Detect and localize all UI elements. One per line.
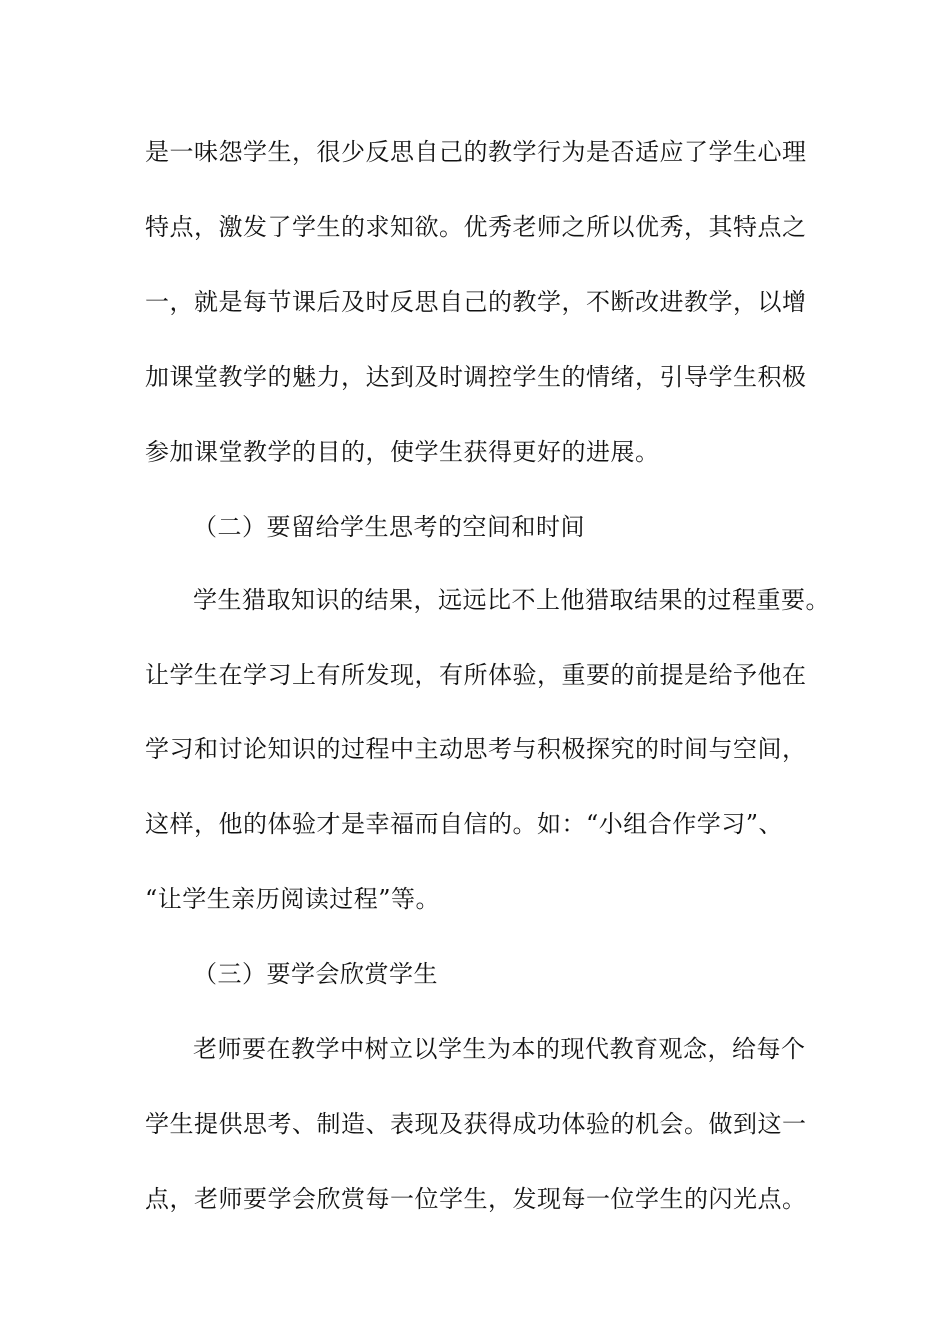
paragraph-line: 学生提供思考、制造、表现及获得成功体验的机会。做到这一 <box>145 1110 807 1138</box>
paragraph-line: 这样，他的体验才是幸福而自信的。如：“小组合作学习”、 <box>145 810 784 838</box>
paragraph-line: 特点，激发了学生的求知欲。优秀老师之所以优秀，其特点之 <box>145 213 807 241</box>
paragraph-line: 是一味怨学生，很少反思自己的教学行为是否适应了学生心理 <box>145 138 807 166</box>
paragraph-line: 老师要在教学中树立以学生为本的现代教育观念，给每个 <box>193 1035 806 1063</box>
paragraph-line: 加课堂教学的魅力，达到及时调控学生的情绪，引导学生积极 <box>145 363 807 391</box>
section-heading-3: （三）要学会欣赏学生 <box>193 960 438 988</box>
paragraph-line: 点，老师要学会欣赏每一位学生，发现每一位学生的闪光点。 <box>145 1185 807 1213</box>
paragraph-line: 学习和讨论知识的过程中主动思考与积极探究的时间与空间， <box>145 735 807 763</box>
paragraph-line: 参加课堂教学的目的，使学生获得更好的进展。 <box>145 438 660 466</box>
section-heading-2: （二）要留给学生思考的空间和时间 <box>193 513 585 541</box>
paragraph-line: 一，就是每节课后及时反思自己的教学，不断改进教学，以增 <box>145 288 807 316</box>
paragraph-line: “让学生亲历阅读过程”等。 <box>145 885 441 913</box>
paragraph-line: 让学生在学习上有所发现，有所体验，重要的前提是给予他在 <box>145 661 807 689</box>
paragraph-line: 学生猎取知识的结果，远远比不上他猎取结果的过程重要。 <box>193 586 830 614</box>
